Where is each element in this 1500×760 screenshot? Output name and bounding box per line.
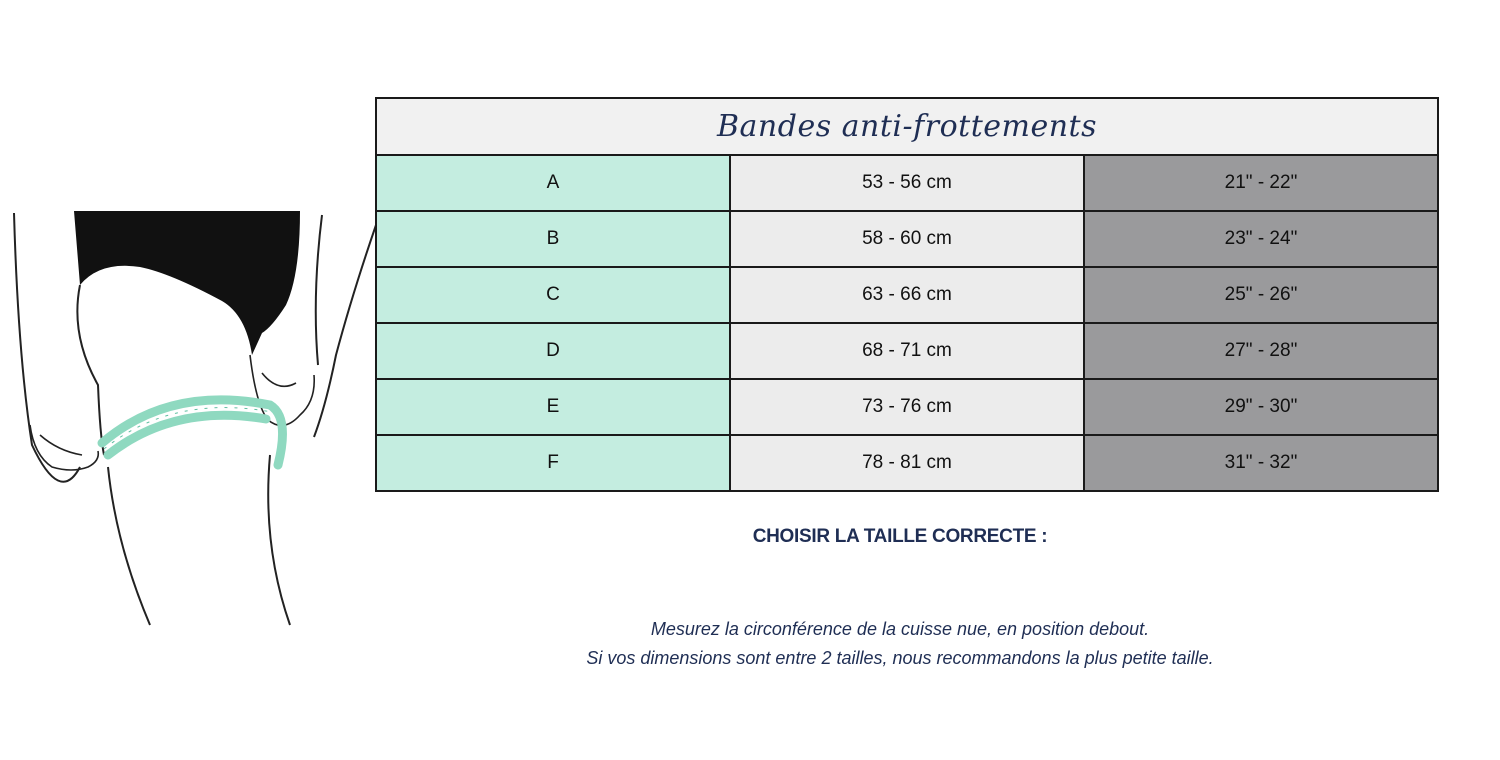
cm-range-cell: 53 - 56 cm [730, 155, 1084, 211]
size-chart-table [375, 97, 1439, 492]
size-guide-instructions [500, 615, 1300, 673]
left-hand [30, 425, 98, 470]
size-cell: A [376, 155, 730, 211]
cm-range-cell: 68 - 71 cm [730, 323, 1084, 379]
size-cell: C [376, 267, 730, 323]
table-title: Bandes anti-frottements [376, 98, 1438, 155]
cm-range-cell: 58 - 60 cm [730, 211, 1084, 267]
cm-range-cell: 63 - 66 cm [730, 267, 1084, 323]
cm-range-cell: 73 - 76 cm [730, 379, 1084, 435]
size-cell: B [376, 211, 730, 267]
inch-range-cell: 23" - 24" [1084, 211, 1438, 267]
table-row [376, 323, 1438, 379]
instruction-line-measure: Mesurez la circonférence de la cuisse nue, en position debout. [650, 619, 1150, 639]
leg-outline-lower-right [268, 455, 290, 625]
inch-range-cell: 27" - 28" [1084, 323, 1438, 379]
table-row [376, 211, 1438, 267]
table-row [376, 435, 1438, 491]
inch-range-cell: 29" - 30" [1084, 379, 1438, 435]
leg-outline-lower-left [108, 467, 150, 625]
thigh-measurement-illustration [0, 205, 380, 635]
inch-range-cell: 25" - 26" [1084, 267, 1438, 323]
table-row [376, 379, 1438, 435]
size-cell: F [376, 435, 730, 491]
underwear-shape [74, 211, 300, 355]
body-outline-right [314, 215, 376, 437]
size-cell: E [376, 379, 730, 435]
size-guide-heading: CHOISIR LA TAILLE CORRECTE : [752, 526, 1048, 547]
size-cell: D [376, 323, 730, 379]
inch-range-cell: 31" - 32" [1084, 435, 1438, 491]
table-row [376, 155, 1438, 211]
cm-range-cell: 78 - 81 cm [730, 435, 1084, 491]
table-row [376, 267, 1438, 323]
inch-range-cell: 21" - 22" [1084, 155, 1438, 211]
instruction-line-recommend: Si vos dimensions sont entre 2 tailles, nous recommandons la plus petite taille. [586, 648, 1214, 668]
